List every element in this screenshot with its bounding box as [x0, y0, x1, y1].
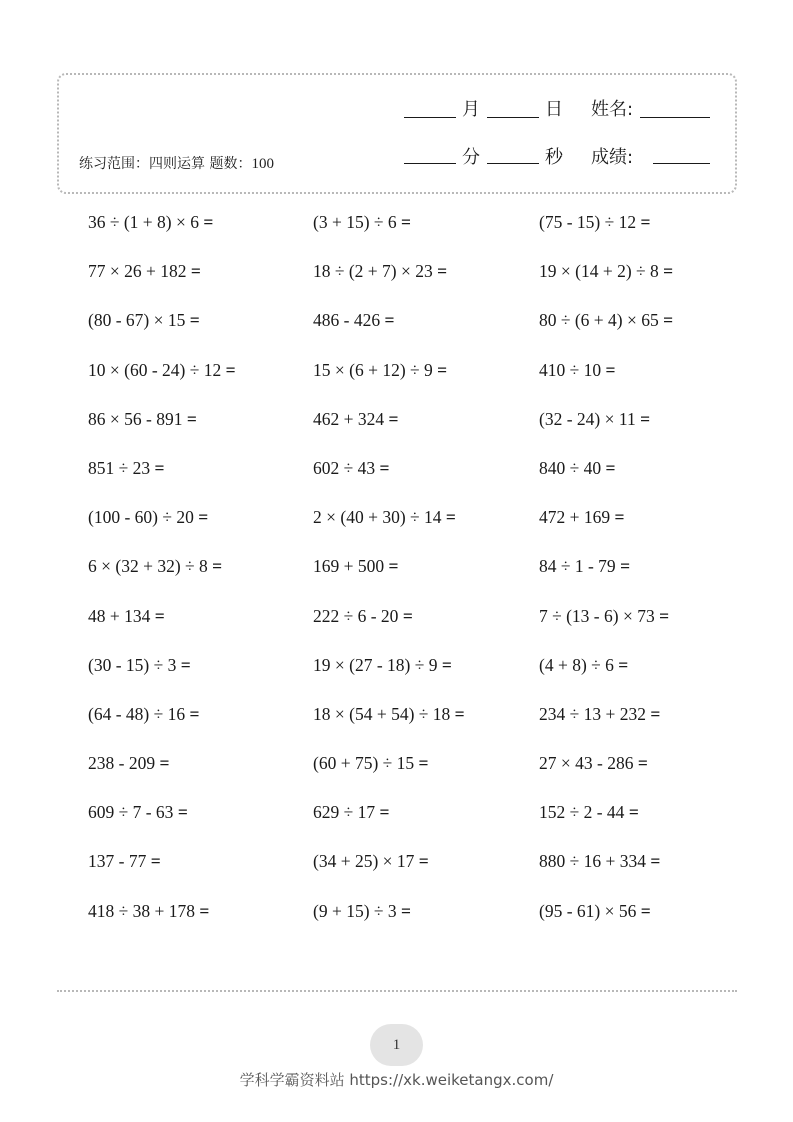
problem-item [313, 604, 539, 653]
problem-expression: 418 ÷ 38 + 178 [88, 900, 195, 921]
problem-expression: 77 × 26 + 182 [88, 261, 187, 282]
equals-sign: = [225, 359, 236, 380]
equals-sign: = [418, 851, 429, 872]
problem-expression: 486 - 426 [313, 310, 381, 331]
problem-item [88, 358, 313, 407]
problem-expression: (80 - 67) × 15 [88, 310, 186, 331]
problem-expression: 2 × (40 + 30) ÷ 14 [313, 507, 442, 528]
equals-sign: = [189, 703, 200, 724]
equals-sign: = [212, 556, 223, 577]
equals-sign: = [445, 507, 456, 528]
problem-expression: 234 ÷ 13 + 232 [539, 703, 646, 724]
problem-item [313, 505, 539, 554]
second-blank[interactable] [487, 163, 539, 164]
problem-item [88, 259, 313, 308]
problem-expression: 48 + 134 [88, 605, 151, 626]
equals-sign: = [190, 261, 201, 282]
bottom-divider [57, 990, 737, 992]
problem-item [539, 702, 728, 751]
equals-sign: = [402, 605, 413, 626]
problem-expression: 86 × 56 - 891 [88, 408, 183, 429]
problem-item [88, 751, 313, 800]
equals-sign: = [640, 212, 651, 232]
problem-item [539, 210, 728, 259]
problem-grid [88, 210, 728, 948]
equals-sign: = [388, 556, 399, 577]
problem-item [88, 653, 313, 702]
problem-expression: 19 × (27 - 18) ÷ 9 [313, 654, 438, 675]
problem-item [88, 308, 313, 357]
name-label: 姓名: [591, 99, 634, 120]
problem-expression: 462 + 324 [313, 408, 385, 429]
equals-sign: = [437, 261, 448, 282]
problem-item [313, 358, 539, 407]
problem-expression: 169 + 500 [313, 556, 385, 577]
footer-text: 学科学霸资料站 https://xk.weiketangx.com/ [239, 1071, 554, 1089]
problem-expression: (9 + 15) ÷ 3 [313, 900, 397, 921]
problem-expression: 7 ÷ (13 - 6) × 73 [539, 605, 655, 626]
problem-expression: 80 ÷ (6 + 4) × 65 [539, 310, 659, 331]
equals-sign: = [384, 310, 395, 331]
equals-sign: = [441, 654, 452, 675]
equals-sign: = [186, 408, 197, 429]
problem-expression: (64 - 48) ÷ 16 [88, 703, 186, 724]
equals-sign: = [198, 507, 209, 528]
day-blank[interactable] [487, 117, 539, 118]
page-number: 1 [370, 1024, 423, 1066]
problem-item [313, 653, 539, 702]
problem-expression: 609 ÷ 7 - 63 [88, 802, 174, 823]
problem-item [313, 554, 539, 603]
problem-item [88, 456, 313, 505]
problem-item [313, 308, 539, 357]
equals-sign: = [154, 457, 165, 478]
problem-item [539, 604, 728, 653]
problem-expression: 152 ÷ 2 - 44 [539, 802, 625, 823]
month-label: 月 [462, 99, 480, 120]
problem-expression: 10 × (60 - 24) ÷ 12 [88, 359, 222, 380]
problem-expression: 880 ÷ 16 + 334 [539, 851, 646, 872]
equals-sign: = [618, 654, 629, 675]
equals-sign: = [628, 802, 639, 823]
problem-expression: (30 - 15) ÷ 3 [88, 654, 177, 675]
problem-item [539, 259, 728, 308]
problem-item [539, 554, 728, 603]
problem-item [539, 653, 728, 702]
equals-sign: = [199, 900, 210, 921]
problem-item [539, 456, 728, 505]
minute-label: 分 [462, 147, 480, 168]
problem-expression: 137 - 77 [88, 851, 147, 872]
problem-item [88, 849, 313, 898]
equals-sign: = [640, 408, 651, 429]
problem-item [88, 899, 313, 948]
header-box [57, 73, 737, 194]
equals-sign: = [650, 703, 661, 724]
problem-expression: 472 + 169 [539, 507, 611, 528]
problem-expression: (60 + 75) ÷ 15 [313, 753, 415, 774]
problem-item [88, 800, 313, 849]
second-label: 秒 [545, 147, 563, 168]
equals-sign: = [203, 212, 214, 232]
problem-expression: (75 - 15) ÷ 12 [539, 212, 637, 232]
problem-expression: (95 - 61) × 56 [539, 900, 637, 921]
problem-item [539, 849, 728, 898]
problem-item [539, 407, 728, 456]
problem-item [313, 849, 539, 898]
problem-expression: 27 × 43 - 286 [539, 753, 634, 774]
practice-scope [79, 153, 274, 173]
equals-sign: = [388, 408, 399, 429]
equals-sign: = [663, 310, 674, 331]
problem-expression: (34 + 25) × 17 [313, 851, 415, 872]
problem-expression: 222 ÷ 6 - 20 [313, 605, 399, 626]
equals-sign: = [401, 900, 411, 921]
problem-item [88, 210, 313, 259]
problem-item [313, 702, 539, 751]
problem-count: 100 [251, 156, 274, 172]
equals-sign: = [637, 753, 648, 774]
problem-item [88, 554, 313, 603]
problem-item [313, 751, 539, 800]
month-blank[interactable] [404, 117, 456, 118]
problem-expression: (100 - 60) ÷ 20 [88, 507, 194, 528]
problem-item [313, 210, 539, 259]
equals-sign: = [620, 556, 631, 577]
equals-sign: = [180, 654, 191, 675]
score-label: 成绩: [591, 147, 634, 168]
minute-blank[interactable] [404, 163, 456, 164]
problem-expression: 851 ÷ 23 [88, 457, 151, 478]
problem-expression: (4 + 8) ÷ 6 [539, 654, 614, 675]
problem-item [539, 899, 728, 948]
practice-scope-text: 练习范围：四则运算 题数： [79, 156, 252, 172]
equals-sign: = [177, 802, 188, 823]
problem-expression: 36 ÷ (1 + 8) × 6 [88, 212, 199, 232]
equals-sign: = [640, 900, 651, 921]
problem-item [539, 751, 728, 800]
problem-expression: 602 ÷ 43 [313, 457, 376, 478]
problem-expression: (3 + 15) ÷ 6 [313, 212, 397, 232]
equals-sign: = [605, 359, 616, 380]
problem-expression: 18 × (54 + 54) ÷ 18 [313, 703, 451, 724]
equals-sign: = [159, 753, 170, 774]
problem-item [313, 259, 539, 308]
equals-sign: = [150, 851, 161, 872]
problem-expression: 410 ÷ 10 [539, 359, 602, 380]
problem-expression: 15 × (6 + 12) ÷ 9 [313, 359, 433, 380]
equals-sign: = [663, 261, 674, 282]
problem-item [539, 505, 728, 554]
problem-expression: 6 × (32 + 32) ÷ 8 [88, 556, 208, 577]
problem-item [313, 800, 539, 849]
equals-sign: = [659, 605, 670, 626]
problem-item [88, 702, 313, 751]
problem-expression: (32 - 24) × 11 [539, 408, 636, 429]
problem-item [88, 407, 313, 456]
day-label: 日 [545, 99, 563, 120]
equals-sign: = [454, 703, 465, 724]
equals-sign: = [614, 507, 625, 528]
equals-sign: = [154, 605, 165, 626]
problem-expression: 629 ÷ 17 [313, 802, 376, 823]
problem-expression: 238 - 209 [88, 753, 156, 774]
problem-item [313, 899, 539, 948]
problem-expression: 19 × (14 + 2) ÷ 8 [539, 261, 659, 282]
equals-sign: = [401, 212, 411, 232]
problem-expression: 840 ÷ 40 [539, 457, 602, 478]
equals-sign: = [418, 753, 429, 774]
problem-item [313, 407, 539, 456]
score-blank[interactable] [653, 163, 710, 164]
equals-sign: = [379, 802, 390, 823]
name-blank[interactable] [640, 117, 710, 118]
problem-item [88, 505, 313, 554]
problem-item [88, 604, 313, 653]
problem-item [539, 308, 728, 357]
problem-expression: 84 ÷ 1 - 79 [539, 556, 616, 577]
equals-sign: = [650, 851, 661, 872]
equals-sign: = [605, 457, 616, 478]
problem-expression: 18 ÷ (2 + 7) × 23 [313, 261, 433, 282]
equals-sign: = [189, 310, 200, 331]
equals-sign: = [437, 359, 448, 380]
problem-item [313, 456, 539, 505]
problem-item [539, 800, 728, 849]
problem-item [539, 358, 728, 407]
equals-sign: = [379, 457, 390, 478]
